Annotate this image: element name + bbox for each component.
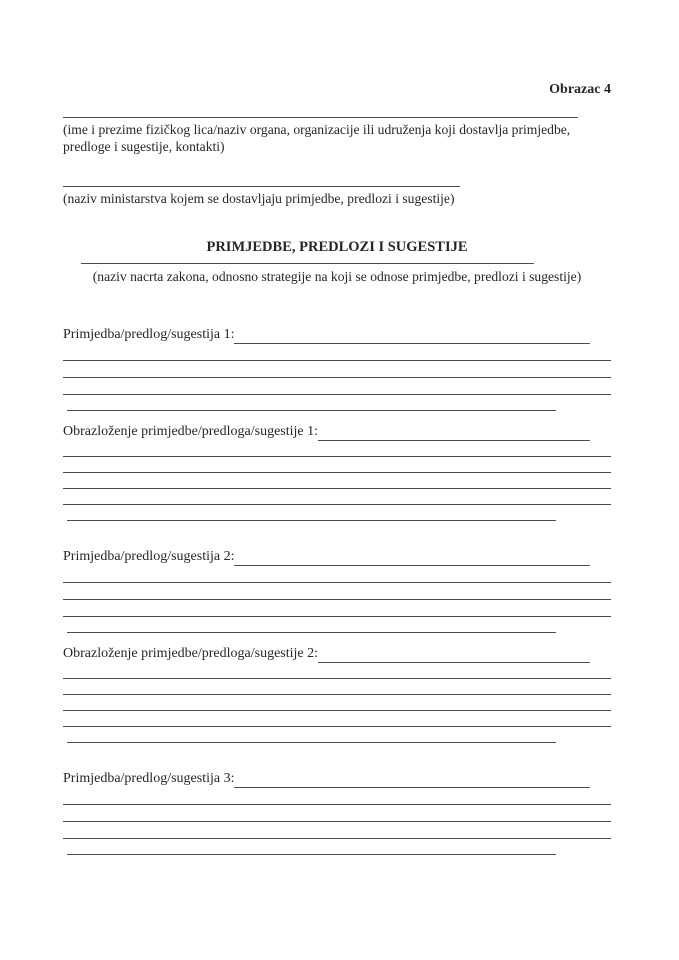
section-primjedba-3 [63, 770, 611, 855]
writing-line [63, 805, 611, 822]
writing-line [63, 361, 611, 378]
section-label-row [63, 645, 611, 663]
section-label-underline [234, 771, 590, 788]
section-label: Obrazloženje primjedbe/predloga/sugestije 1: [63, 423, 319, 439]
writing-line [63, 695, 611, 711]
section-label-row [63, 770, 611, 788]
writing-line-short [67, 727, 556, 743]
writing-line [63, 473, 611, 489]
section-label-underline [318, 646, 590, 663]
form-number-label: Obrazac 4 [549, 82, 611, 97]
section-label-underline [318, 424, 590, 441]
section-label-row [63, 548, 611, 566]
writing-line-short [67, 395, 556, 411]
draft-law-caption: (naziv nacrta zakona, odnosno strategije na koji se odnose primjedbe, predlozi i sugestije) [92, 268, 582, 284]
writing-line [63, 441, 611, 457]
section-label: Obrazloženje primjedbe/predloga/sugestije 2: [63, 645, 319, 661]
submitter-caption: (ime i prezime fizičkog lica/naziv organa, organizacije ili udruženja koji dostavlja primjedbe, predloge i sugestije, kontakti) [63, 122, 571, 154]
section-label: Primjedba/predlog/sugestija 2: [63, 548, 235, 564]
section-label: Primjedba/predlog/sugestija 3: [63, 770, 235, 786]
writing-line [63, 679, 611, 695]
writing-line [63, 566, 611, 583]
writing-line [63, 822, 611, 839]
draft-law-underline [81, 263, 534, 264]
writing-line-short [67, 617, 556, 633]
section-label-underline [234, 327, 590, 344]
writing-line [63, 583, 611, 600]
writing-line-short [67, 505, 556, 521]
section-primjedba-1 [63, 326, 611, 411]
writing-line-short [67, 839, 556, 855]
writing-line [63, 663, 611, 679]
section-obrazlozenje-2 [63, 645, 611, 743]
section-label-row [63, 326, 611, 344]
writing-line [63, 489, 611, 505]
ministry-caption: (naziv ministarstva kojem se dostavljaju primjedbe, predlozi i sugestije) [63, 191, 455, 206]
writing-line [63, 378, 611, 395]
writing-line [63, 711, 611, 727]
section-primjedba-2 [63, 548, 611, 633]
section-label-underline [234, 549, 590, 566]
section-label: Primjedba/predlog/sugestija 1: [63, 326, 235, 342]
writing-line [63, 344, 611, 361]
writing-line [63, 600, 611, 617]
section-obrazlozenje-1 [63, 423, 611, 521]
document-title: PRIMJEDBE, PREDLOZI I SUGESTIJE [206, 238, 468, 255]
section-label-row [63, 423, 611, 441]
document-content [63, 0, 611, 855]
writing-line [63, 457, 611, 473]
submitter-underline [63, 117, 578, 118]
writing-line [63, 788, 611, 805]
ministry-underline [63, 186, 460, 187]
